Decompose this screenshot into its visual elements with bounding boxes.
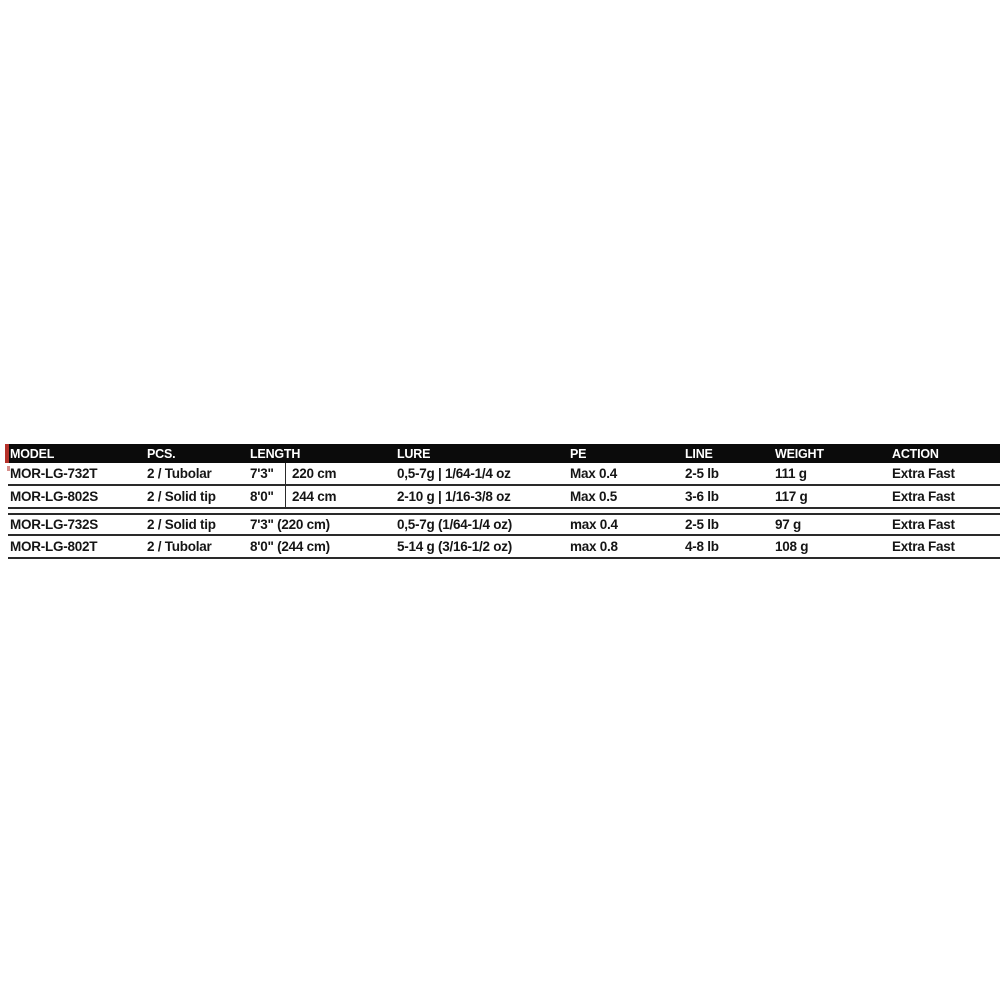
- header-model: MODEL: [10, 446, 55, 461]
- header-length: LENGTH: [250, 446, 301, 461]
- cell-weight: 108 g: [775, 539, 809, 554]
- cell-length: [248, 463, 395, 484]
- cell-pe: max 0.8: [570, 539, 618, 554]
- cell-weight: 111 g: [775, 466, 807, 481]
- header-weight: WEIGHT: [775, 446, 824, 461]
- cell-lure: 0,5-7g | 1/64-1/4 oz: [397, 466, 511, 481]
- cell-model: MOR-LG-732S: [10, 517, 99, 532]
- length-feet: 7'3": [250, 463, 286, 484]
- cell-lure: 0,5-7g (1/64-1/4 oz): [397, 517, 513, 532]
- table-body: [8, 463, 1000, 559]
- cell-weight: 117 g: [775, 489, 808, 504]
- cell-action: Extra Fast: [892, 466, 955, 481]
- length-feet: 8'0": [250, 486, 286, 507]
- cell-pe: max 0.4: [570, 517, 618, 532]
- length-cm: 220 cm: [292, 466, 337, 481]
- cell-pcs: 2 / Tubolar: [147, 539, 212, 554]
- cell-line: 2-5 lb: [685, 466, 719, 481]
- red-edge-mark: [5, 444, 9, 463]
- cell-length: [248, 486, 395, 507]
- cell-model: MOR-LG-802S: [10, 489, 99, 504]
- red-speck-artifact: [7, 466, 10, 471]
- cell-length: [248, 515, 395, 534]
- cell-pcs: 2 / Tubolar: [147, 466, 212, 481]
- header-lure: LURE: [397, 446, 431, 461]
- cell-lure: 5-14 g (3/16-1/2 oz): [397, 539, 513, 554]
- spec-table: [8, 444, 1000, 559]
- cell-action: Extra Fast: [892, 489, 955, 504]
- cell-action: Extra Fast: [892, 517, 955, 532]
- table-row: [8, 536, 1000, 559]
- length-cm: 244 cm: [292, 489, 337, 504]
- table-row: [8, 513, 1000, 536]
- cell-pcs: 2 / Solid tip: [147, 489, 216, 504]
- header-pe: PE: [570, 446, 587, 461]
- cell-line: 4-8 lb: [685, 539, 719, 554]
- cell-action: Extra Fast: [892, 539, 955, 554]
- header-pcs: PCS.: [147, 446, 176, 461]
- cell-pe: Max 0.4: [570, 466, 618, 481]
- cell-line: 2-5 lb: [685, 517, 719, 532]
- header-line: LINE: [685, 446, 713, 461]
- table-row: [8, 486, 1000, 509]
- cell-model: MOR-LG-802T: [10, 539, 98, 554]
- cell-model: MOR-LG-732T: [10, 466, 98, 481]
- cell-lure: 2-10 g | 1/16-3/8 oz: [397, 489, 511, 504]
- cell-weight: 97 g: [775, 517, 802, 532]
- table-header-row: [8, 444, 1000, 463]
- header-action: ACTION: [892, 446, 939, 461]
- table-row: [8, 463, 1000, 486]
- length-feet: 7'3" (220 cm): [250, 517, 330, 532]
- length-feet: 8'0" (244 cm): [250, 539, 330, 554]
- cell-pcs: 2 / Solid tip: [147, 517, 216, 532]
- cell-length: [248, 536, 395, 557]
- cell-pe: Max 0.5: [570, 489, 618, 504]
- cell-line: 3-6 lb: [685, 489, 719, 504]
